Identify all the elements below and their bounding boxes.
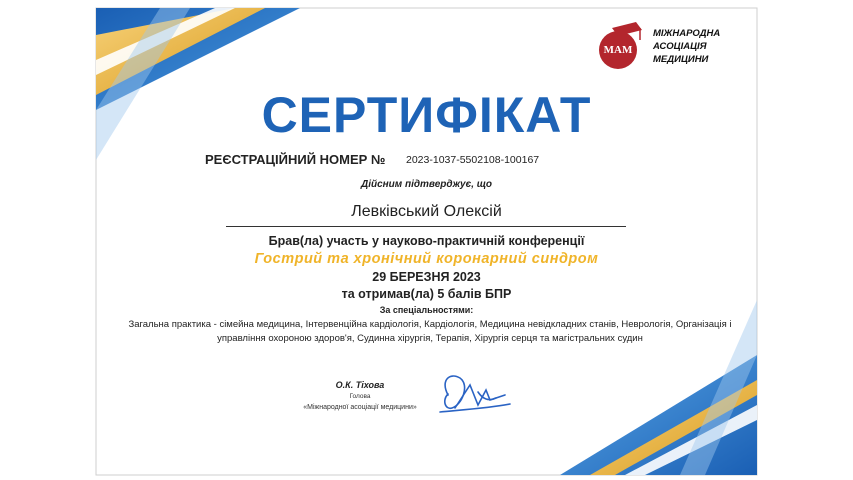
logo-line: АСОЦІАЦІЯ — [653, 41, 707, 52]
logo-line: МЕДИЦИНИ — [653, 54, 709, 65]
signature-image — [440, 376, 510, 412]
logo-abbreviation: МАМ — [603, 44, 633, 56]
registration-number: 2023-1037-5502108-100167 — [406, 154, 540, 166]
points-awarded: та отримав(ла) 5 балів БПР — [341, 287, 512, 301]
participation-text: Брав(ла) участь у науково-практичній конференції — [268, 234, 585, 248]
specialties-heading: За спеціальностями: — [379, 305, 474, 315]
recipient-name: Левківський Олексій — [351, 203, 502, 220]
registration-label: РЕЄСТРАЦІЙНИЙ НОМЕР № — [205, 152, 386, 167]
confirmation-text: Дійсним підтверджує, що — [360, 179, 493, 190]
name-underline — [226, 226, 626, 227]
logo-line: МІЖНАРОДНА — [653, 28, 721, 39]
signatory-organization: «Міжнародної асоціації медицини» — [303, 404, 417, 411]
signatory-name: О.К. Тіхова — [335, 380, 385, 390]
certificate-title: СЕРТИФІКАТ — [261, 87, 592, 143]
conference-date: 29 БЕРЕЗНЯ 2023 — [372, 270, 481, 284]
conference-title: Гострий та хронічний коронарний синдром — [254, 251, 599, 267]
specialties-list: Загальна практика - сімейна медицина, Інтервенційна кардіологія, Кардіологія, Медицина невідкладних станів, Неврологія, Організація і управління охороною здоров'я, Судинна хірургія, Терапія, Хірургія серця та магістральних судин — [128, 319, 732, 344]
logo-organization-name — [653, 27, 720, 66]
signatory-role: Голова — [349, 393, 371, 400]
